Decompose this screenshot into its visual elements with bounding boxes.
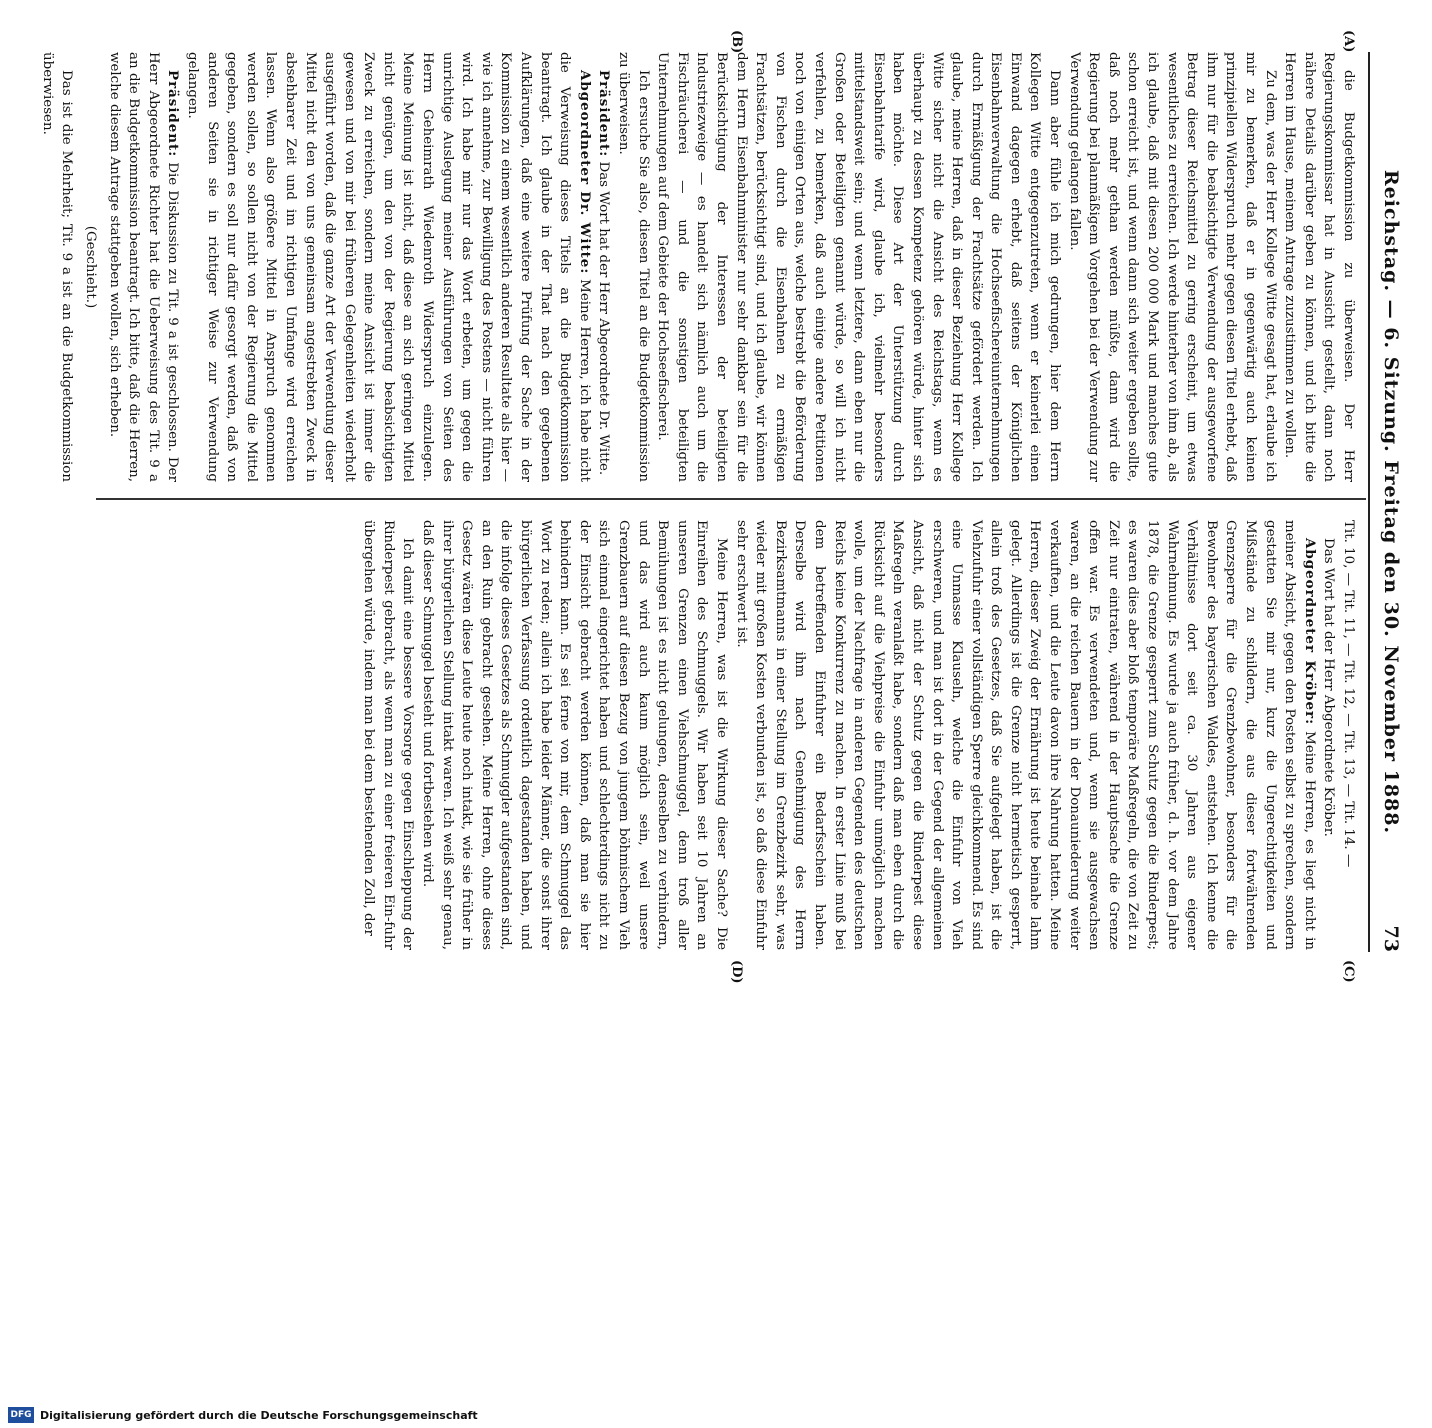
page-header (1374, 52, 1404, 952)
paragraph-text: Zu dem, was der Herr Kollege Witte gesagt hat, erlaube ich mir zu bemerken, daß er in gegenwärtig auch keinen prinzipiellen Widerspruch mehr gegen diesen Titel erhebt, daß ihm nur für die beabsichtigte Verwendung der ausgeworfene Betrag dieser Reichsmittel zu gering erscheint, um etwas wesentliches zu erreichen. Ich werde hinterher von ihm ab, als ich glaube, daß mit diesen 200 000 Mark und manches gute schon erreicht ist, und wenn dann sich weiter ergeben sollte, daß noch mehr gethan werden müßte, dann wird die Regierung bei planmäßigem Vorgehen bei der Verwendung zur Verwendung gelangen fallen. (1066, 52, 1278, 482)
header-rule (1368, 52, 1370, 952)
running-title: Reichstag. — 6. Sitzung. Freitag den 30. November 1888. (1380, 169, 1402, 835)
paragraph-text: Ich ersuche Sie also, diesen Titel an die Budgetkommission zu überweisen. (616, 52, 651, 482)
left-text-column (39, 52, 1358, 482)
margin-marker-d: (D) (729, 960, 744, 984)
paragraph (1064, 52, 1280, 482)
speaker-name: Präsident: (165, 70, 182, 158)
margin-marker-a: (A) (1341, 30, 1356, 53)
paragraph-text: Dann aber fühle ich mich gedrungen, hier dem Herrn Kollegen Witte entgegenzutreten, wenn er keinerlei einen Einwand dagegen erhebt, daß seitens der Königlichen Eisenbahnverwaltung die Hochseefischereiunternehmungen durch Ermäßigung der Frachtsätze gefördert werden. Ich glaube, meine Herren, daß in dieser Beziehung Herr Kollege Witte sicher nicht die Ansicht des Reichstags, wenn es überhaupt zu dessen Kompetenz gehören würde, hinter sich haben möchte. Diese Art der Unterstützung durch Eisenbahntarife wird, glaube ich, vielmehr besonders mittelstandsweit sein; und wenn letztere, dann eben nur die Großen oder Beteiligten genannt würde, so will ich nicht verfehlen, zu bemerken, daß auch einige andere Petitionen noch von einigen Orten aus, welche bestrebt die Beförderung von Fischen durch die Eisenbahnen zu ermäßigen Frachtsätzen, berücksichtigt sind, und ich glaube, wir können dem Herrn Eisenbahnminister nur sehr dankbar sein für die Berücksichtigung der Interessen der beteiligten Industriezweige — es handelt sich nämlich auch um die Fischräucherei — und die sonstigen beteiligten Unternehmungen auf dem Gebiete der Hochseefischerei. (655, 52, 1063, 482)
paragraph (104, 52, 182, 482)
speaker-name: Abgeordneter Dr. Witte: (576, 70, 593, 275)
page-number: 73 (1380, 925, 1402, 952)
speaker-name: Abgeordneter Kröber: (1301, 538, 1318, 726)
paragraph-text: Die Diskussion zu Tit. 9 a ist geschlossen. Der Herr Abgeordnete Richter hat die Ueberweisung des Tit. 9 a an die Budgetkommission beantragt. Ich bitte, daß die Herren, welche diesem Antrage stattgeben wollen, sich erheben. (106, 52, 181, 482)
paragraph-text: Meine Herren, ich habe nicht die Verweisung dieses Titels an die Budgetkommission beantragt. Ich glaube in der That nach den gegebenen Aufklärungen, daß eine weitere Prüfung der Sache in der Kommission zu einem wesentlich anderen Resultate als hier — wie ich annehme, zur Bewilligung des Postens — nicht führen wird. Ich habe mir nur das Wort erbeten, um gegen die unrichtige Auslegung meiner Ausführungen von Seiten des Herrn Geheimrath Wiedenroth Widerspruch einzulegen. Meine Meinung ist nicht, daß diese an sich geringen Mittel nicht genügen, um den von der Regierung beabsichtigten Zweck zu erreichen, sondern meine Ansicht ist immer die gewesen und von mir bei früheren Gelegenheiten wiederholt ausgeführt worden, daß die ganze Art der Verwendung dieser Mittel nicht den von uns gemeinsam angestrebten Zweck in absehbarer Zeit und im richtigen Umfange wird erreichen lassen. Wenn also größere Mittel in Anspruch genommen werden sollen, so sollen nicht von der Regierung die Mittel gegeben, sondern es soll nur dafür gesorgt werden, daß von anderen Seiten sie in richtiger Weise zur Verwendung gelangen. (184, 52, 592, 482)
paragraph (359, 520, 418, 950)
paragraph (1338, 520, 1358, 950)
paragraph-text: Meine Herren, es liegt nicht in meiner Absicht, gegen den Posten selbst zu sprechen, sondern gestatten Sie mir nur, kurz die Ungerechtigkeiten und Mißstände zu schildern, die aus dieser fortwährenden Grenzsperre für die Grenzbewohner, besonders für die Bewohner des bayerischen Waldes, entstehen. Ich kenne die Verhältnisse dort seit ca. 30 Jahren aus eigener Wahrnehmung. Es wurde ja auch früher, d. h. vor dem Jahre 1878, die Grenze gesperrt zum Schutz gegen die Rinderpest; es waren dies aber bloß temporäre Maßregeln, die von Zeit zu Zeit nur eintraten, während in der Hauptsache die Grenze offen war. Es verwendeten und, wenn sie ausgewachsen waren, an die reichen Bauern in der Donauniederung weiter verkauften, und die Leute davon ihre Nahrung hatten. Meine Herren, dieser Zweig der Ernährung ist heute beinahe lahm gelegt. Allerdings ist die Grenze nicht hermetisch gesperrt, allein troß des Gesetzes, daß Sie aufgelegt haben, ist die Viehzufuhr einer vollständigen Sperre gleichkommend. Es sind eine Unmasse Klauseln, welche die Einfuhr von Vieh erschweren, und man ist dort in der Gegend der allgemeinen Ansicht, daß nicht der Schutz gegen die Rinderpest diese Maßregeln veranlaßt habe, sondern daß man eben durch die Rücksicht auf die Viehpreise die Einfuhr unmöglich machen wolle, um der Nachfrage in anderen Gegenden des deutschen Reichs keine Konkurrenz zu machen. In erster Linie muß bei dem betreffenden Einfuhrer ein Bedarfsschein haben. Derselbe wird ihm nach Genehmigung des Herrn Bezirksamtmanns in einer Stellung im Grenzbezirk sehr, was wieder mit großen Kosten verbunden ist, so daß diese Einfuhr sehr erschwert ist. (733, 520, 1317, 950)
paragraph (1280, 52, 1358, 482)
paragraph-text: Das Wort hat der Herr Abgeordnete Dr. Witte. (596, 161, 612, 476)
right-text-column (98, 520, 1358, 950)
paragraph-text: Tit. 10, — Tit. 11, — Tit. 12, — Tit. 13, — Tit. 14. — (1341, 520, 1356, 868)
paragraph-text: Meine Herren, was ist die Wirkung dieser Sache? Die Einreihen des Schmuggels. Wir haben seit 10 Jahren an unseren Grenzen einen Viehschmuggel, denn troß aller Bemühungen ist es nicht gelungen, denselben zu verhindern, und das wird auch kaum möglich sein, weil unsere Grenzbauern auf diesen Bezug von jungem böhmischem Vieh sich einmal eingerichtet haben und schlechterdings nicht zu der Einsicht gebracht werden können, daß man sie hier behindern kann. Es sei ferne von mir, dem Schmuggel das Wort zu reden; allein ich habe leider Männer, die sonst ihrer bürgerlichen Verfassung ordentlich dagestanden haben, und die infolge dieses Gesetzes als Schmuggler aufgestanden sind, an den Ruin gebracht gesehen. Meine Herren, ohne dieses Gesetz wären diese Leute heute noch intakt, wie sie früher in ihrer bürgerlichen Stellung intakt waren. Ich weiß sehr genau, daß dieser Schmuggel besteht und fortbestehen wird. (420, 520, 729, 950)
paragraph (594, 52, 614, 482)
digitization-credit: Digitalisierung gefördert durch die Deutsche Forschungsgemeinschaft (40, 1409, 478, 1422)
paragraph (418, 520, 732, 950)
margin-marker-b: (B) (729, 30, 744, 54)
dfg-logo: DFG (8, 1407, 34, 1423)
margin-marker-c: (C) (1341, 960, 1356, 983)
scan-footer (0, 1404, 1000, 1428)
paragraph (1319, 520, 1339, 950)
speaker-name: Präsident: (596, 70, 613, 158)
paragraph (731, 520, 1319, 950)
paragraph-text: Ich damit eine bessere Vorsorge gegen Einschleppung der Rinderpest gebracht, als wenn man zu einer freieren Ein-fuhr übergehen würde, indem man bei dem bestehenden Zoll, der (361, 520, 416, 950)
column-divider (96, 498, 1366, 500)
paragraph (613, 52, 652, 482)
paragraph-text: Das ist die Mehrheit; Tit. 9 a ist an die Budgetkommission überwiesen. (39, 52, 75, 482)
paragraph (653, 52, 1064, 482)
paragraph-text: Das Wort hat der Herr Abgeordnete Kröber. (1321, 538, 1337, 837)
paragraph-text: die Budgetkommission zu überweisen. Der Herr Regierungskommissar hat in Aussicht gestellt, dann noch nähere Details darüber geben zu können, und ich bitte die Herren im Hause, meinem Antrage zuzustimmen zu wollen. (1282, 52, 1356, 482)
paragraph: (Geschieht.) (83, 225, 98, 309)
paragraph (182, 52, 593, 482)
paragraph (37, 52, 76, 482)
